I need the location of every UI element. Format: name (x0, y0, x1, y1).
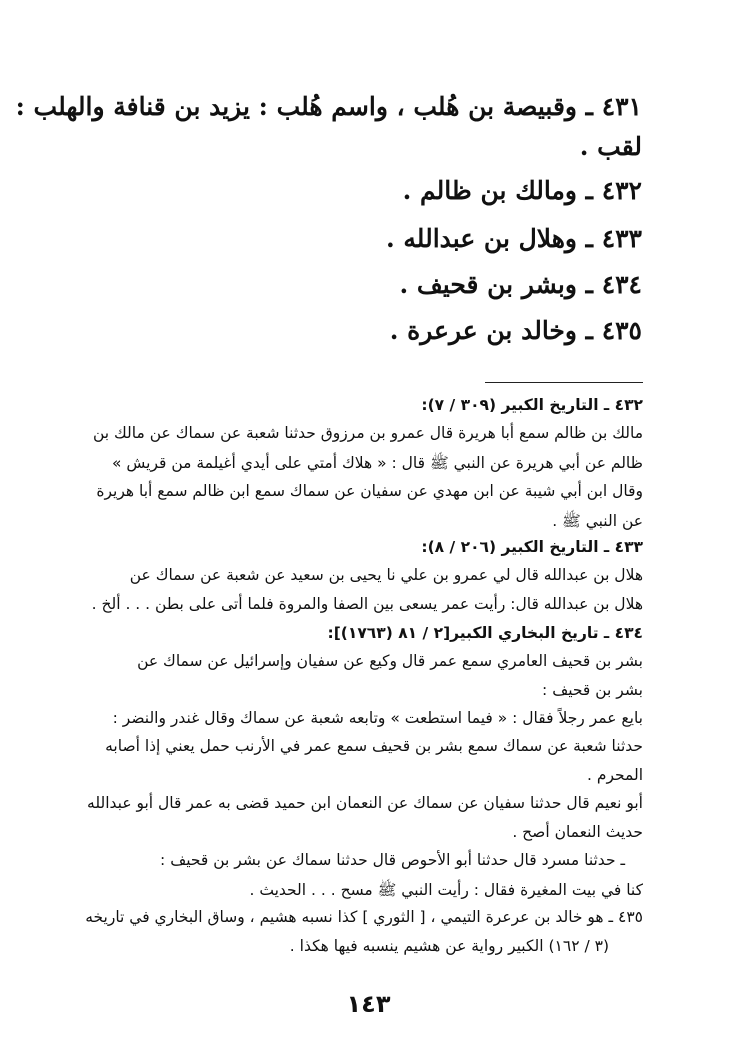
footnote-432-line-2: ظالم عن أبي هريرة عن النبي ﷺ قال : « هلاك أمتي على أيدي أغيلمة من قريش » (111, 454, 643, 472)
footnote-434-heading: ٤٣٤ ـ تاريخ البخاري الكبير[٢ / ٨١ (١٧٦٣)]: (327, 624, 643, 642)
footnote-435-line-1: ٤٣٥ ـ هو خالد بن عرعرة التيمي ، [ الثوري ] كذا نسبه هشيم ، وساق البخاري في تاريخه (85, 908, 643, 926)
footnote-separator (485, 382, 643, 383)
footnote-434-line-9: كنا في بيت المغيرة فقال : رأيت النبي ﷺ مسح . . . الحديث . (249, 881, 643, 899)
footnote-434-line-6: أبو نعيم قال حدثنا سفيان عن سماك عن النعمان ابن حميد قضى به عمر قال أبو عبدالله (87, 794, 643, 812)
footnote-434-line-3: بايع عمر رجلاً فقال : « فيما استطعت » وتابعه شعبة عن سماك وقال غندر والنضر : (112, 709, 643, 727)
footnote-432-line-1: مالك بن ظالم سمع أبا هريرة قال عمرو بن مرزوق حدثنا شعبة عن سماك عن مالك بن (92, 424, 643, 442)
entry-434: ٤٣٤ ـ وبشر بن قحيف . (399, 270, 642, 299)
footnote-435-line-2: (٣ / ١٦٢) الكبير رواية عن هشيم ينسبه فيها هكذا . (289, 937, 609, 955)
footnote-434-line-4: حدثنا شعبة عن سماك سمع بشر بن قحيف سمع عمر في الأرنب حمل يعني إذا أصابه (105, 737, 643, 755)
page-number: ١٤٣ (346, 990, 391, 1018)
footnote-434-line-2: بشر بن قحيف : (542, 681, 643, 699)
footnote-434-line-7: حديث النعمان أصح . (512, 823, 643, 841)
footnote-434-line-5: المحرم . (587, 766, 643, 784)
entry-433: ٤٣٣ ـ وهلال بن عبدالله . (386, 224, 642, 253)
footnote-432-heading: ٤٣٢ ـ التاريخ الكبير (٣٠٩ / ٧): (421, 396, 643, 414)
entry-432: ٤٣٢ ـ ومالك بن ظالم . (402, 176, 642, 205)
footnote-433-line-1: هلال بن عبدالله قال لي عمرو بن علي نا يحيى بن سعيد عن شعبة عن سماك عن (129, 566, 643, 584)
entry-431-line-2: لقب . (579, 132, 642, 161)
entry-435: ٤٣٥ ـ وخالد بن عرعرة . (389, 316, 642, 345)
footnote-432-line-3: وقال ابن أبي شيبة عن ابن مهدي عن سفيان عن سماك سمع ابن ظالم سمع أبا هريرة (96, 482, 643, 500)
entry-431-line-1: ٤٣١ ـ وقبيصة بن هُلب ، واسم هُلب : يزيد بن قنافة والهلب : (15, 92, 642, 121)
footnote-434-line-1: بشر بن قحيف العامري سمع عمر قال وكيع عن سفيان وإسرائيل عن سماك عن (137, 652, 643, 670)
footnote-434-line-8: ـ حدثنا مسرد قال حدثنا أبو الأحوص قال حدثنا سماك عن بشر بن قحيف : (160, 851, 625, 869)
footnote-432-line-4: عن النبي ﷺ . (552, 512, 643, 530)
footnote-433-heading: ٤٣٣ ـ التاريخ الكبير (٢٠٦ / ٨): (421, 538, 643, 556)
footnote-433-line-2: هلال بن عبدالله قال: رأيت عمر يسعى بين الصفا والمروة فلما أتى على بطن . . . ألخ . (91, 595, 643, 613)
